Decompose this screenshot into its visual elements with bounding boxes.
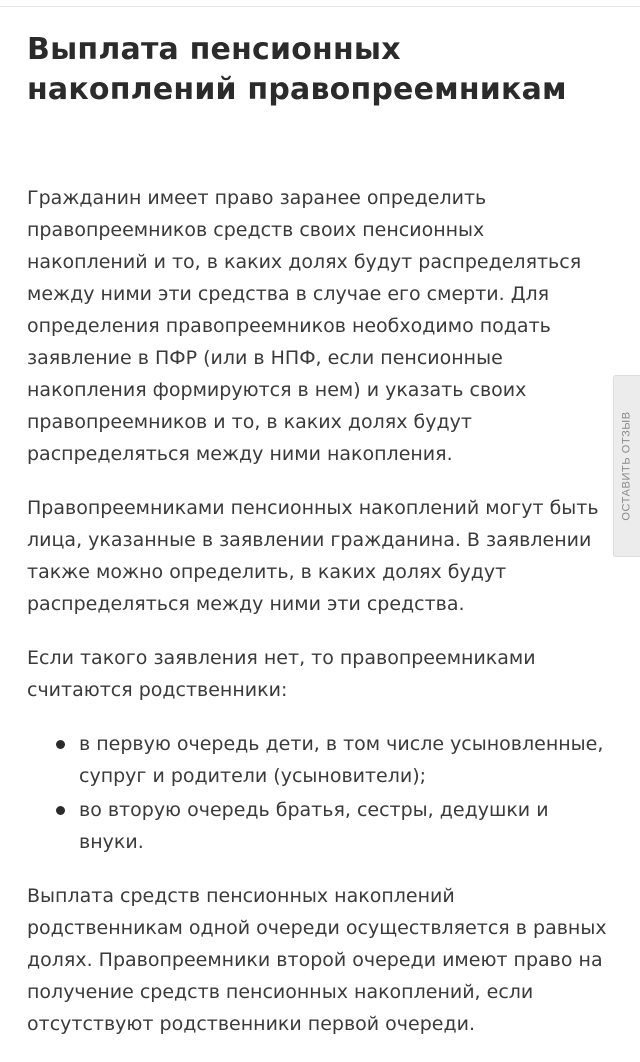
paragraph-closing: Выплата средств пенсионных накоплений родственникам одной очереди осуществляется в равных долях. Правопреемники второй очереди имеют право на получение средств пенсионных накоплений, если отсутствуют родственники первой очереди. <box>27 885 607 1035</box>
top-divider <box>0 6 640 7</box>
relatives-list <box>27 728 607 858</box>
bullet-icon <box>56 740 65 749</box>
feedback-button-label: ОСТАВИТЬ ОТЗЫВ <box>621 411 633 521</box>
list-item <box>27 794 607 858</box>
list-item-text: во вторую очередь братья, сестры, дедушки и внуки. <box>79 799 549 853</box>
bullet-icon <box>56 806 65 815</box>
list-item-text: в первую очередь дети, в том числе усыновленные, супруг и родители (усыновители); <box>79 733 604 787</box>
article-body <box>27 182 607 1040</box>
article-title: Выплата пенсионных накоплений правопреемникам <box>27 32 567 107</box>
paragraph-successors: Правопреемниками пенсионных накоплений могут быть лица, указанные в заявлении гражданина. В заявлении также можно определить, в каких долях будут распределяться между ними эти средства. <box>27 497 599 615</box>
paragraph-intro: Гражданин имеет право заранее определить правопреемников средств своих пенсионных накоплений и то, в каких долях будут распределяться между ними эти средства в случае его смерти. Для определения правопреемников необходимо подать заявление в ПФР (или в НПФ, если пенсионные накопления формируются в нем) и указать своих правопреемников и то, в каких долях будут распределяться между ними накопления. <box>27 187 582 465</box>
article <box>27 30 607 1062</box>
paragraph-relatives: Если такого заявления нет, то правопреемниками считаются родственники: <box>27 647 536 701</box>
feedback-button[interactable] <box>613 375 640 557</box>
list-item <box>27 728 607 792</box>
